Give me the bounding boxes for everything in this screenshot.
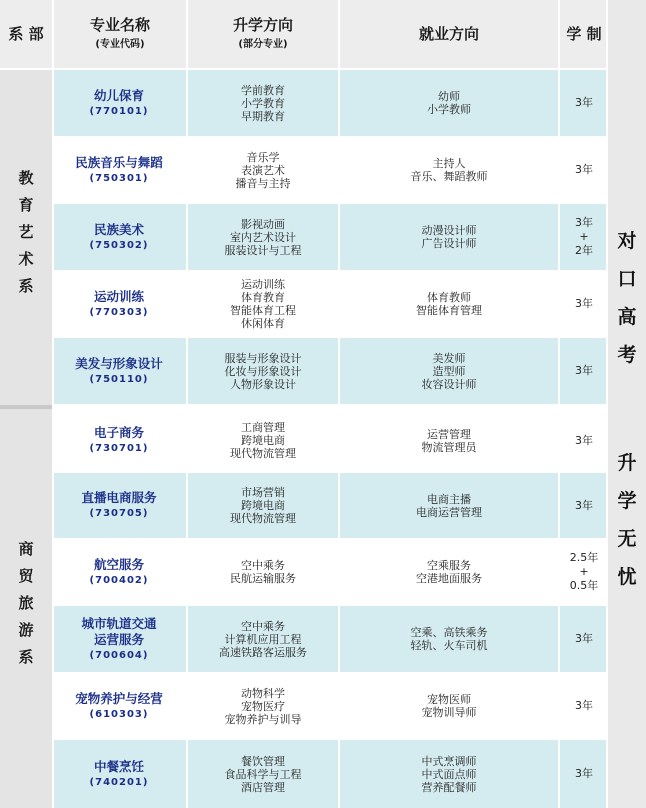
banner-char: 高: [617, 306, 637, 328]
major-cell: [52, 740, 186, 808]
major-cell: [52, 539, 186, 605]
dept-education-arts: [0, 70, 52, 405]
job-item: 空港地面服务: [416, 572, 482, 585]
further-item: 室内艺术设计: [230, 230, 296, 244]
major-name: 城市轨道交通: [81, 615, 157, 631]
further-item: 现代物流管理: [230, 512, 296, 525]
duration-text: 3年: [575, 767, 593, 780]
header-further-sub: (部分专业): [238, 39, 288, 50]
further-study-cell: [188, 473, 338, 538]
major-name: 运动训练: [93, 288, 144, 304]
job-item: 物流管理员: [421, 440, 477, 454]
further-item: 智能体育工程: [230, 304, 296, 317]
job-item: 轻轨、火车司机: [410, 639, 488, 652]
major-name: 宠物养护与经营: [75, 690, 163, 706]
major-code: (700604): [89, 649, 149, 661]
further-item: 宠物养护与训导: [224, 712, 302, 726]
major-name: 直播电商服务: [81, 490, 157, 505]
further-item: 服装设计与工程: [224, 243, 302, 257]
dept-name: 商贸旅游系: [16, 541, 35, 676]
major-code: (700402): [89, 574, 149, 586]
further-item: 空中乘务: [241, 619, 285, 633]
table-row: [52, 204, 608, 270]
table-header: [0, 0, 646, 68]
further-item: 动物科学: [241, 686, 285, 700]
major-code: (610303): [89, 708, 149, 720]
job-item: 电商主播: [427, 492, 471, 506]
duration-text: 2年: [575, 244, 593, 257]
job-item: 美发师: [432, 351, 466, 365]
duration-cell: [560, 606, 608, 672]
major-code: (740201): [89, 776, 149, 788]
employment-cell: [340, 271, 558, 337]
major-name: 运营服务: [93, 631, 144, 647]
major-cell: [52, 338, 186, 404]
further-item: 小学教育: [241, 96, 285, 110]
major-name: 中餐烹饪: [93, 758, 144, 774]
further-item: 音乐学: [246, 150, 280, 164]
further-item: 酒店管理: [241, 780, 285, 794]
further-item: 跨境电商: [241, 434, 285, 447]
header-employment: [340, 0, 558, 68]
header-further-label: 升学方向: [232, 16, 293, 34]
employment-cell: [340, 673, 558, 739]
further-item: 人物形象设计: [230, 377, 296, 391]
duration-cell: [560, 271, 608, 337]
employment-cell: [340, 338, 558, 404]
further-item: 食品科学与工程: [224, 767, 302, 781]
further-study-cell: [188, 70, 338, 136]
banner-char: 学: [617, 490, 637, 512]
further-item: 市场营销: [241, 486, 285, 499]
duration-text: 3年: [575, 216, 593, 229]
job-item: 空乘服务: [427, 559, 471, 572]
duration-text: 3年: [575, 433, 593, 447]
further-item: 跨境电商: [241, 499, 285, 512]
job-item: 广告设计师: [421, 237, 477, 250]
job-item: 造型师: [432, 364, 466, 378]
header-employment-label: 就业方向: [418, 24, 479, 43]
further-study-cell: [188, 409, 338, 472]
employment-cell: [340, 740, 558, 808]
header-major-sub: (专业代码): [95, 39, 145, 50]
job-item: 空乘、高铁乘务: [410, 626, 488, 639]
grid-line: [186, 0, 188, 808]
major-cell: [52, 673, 186, 739]
header-major: [54, 0, 186, 68]
further-study-cell: [188, 338, 338, 404]
further-item: 民航运输服务: [230, 572, 296, 585]
major-name: 民族音乐与舞蹈: [75, 154, 163, 170]
employment-cell: [340, 606, 558, 672]
major-cell: [52, 473, 186, 538]
table-row: [52, 271, 608, 337]
further-study-cell: [188, 539, 338, 605]
duration-text: +: [579, 565, 589, 578]
further-study-cell: [188, 271, 338, 337]
major-name: 幼儿保育: [93, 87, 144, 103]
employment-cell: [340, 539, 558, 605]
further-study-cell: [188, 740, 338, 808]
duration-text: 3年: [575, 297, 593, 310]
duration-text: 3年: [575, 498, 593, 512]
further-item: 早期教育: [241, 109, 285, 123]
major-code: (730705): [89, 508, 149, 519]
further-study-cell: [188, 606, 338, 672]
banner-char: 考: [617, 344, 637, 366]
job-item: 电商运营管理: [416, 505, 482, 519]
banner-char: 对: [617, 230, 637, 252]
table-row: [52, 338, 608, 404]
duration-text: 3年: [575, 699, 593, 712]
duration-text: 0.5年: [569, 579, 599, 592]
major-name: 电子商务: [93, 425, 144, 440]
grid-line: [338, 0, 340, 808]
further-study-cell: [188, 137, 338, 203]
employment-cell: [340, 70, 558, 136]
job-item: 主持人: [432, 157, 466, 170]
job-item: 幼师: [438, 90, 460, 103]
job-item: 宠物医师: [427, 693, 471, 706]
major-name: 航空服务: [93, 556, 144, 572]
table-row: [52, 70, 608, 136]
duration-text: +: [579, 230, 589, 243]
further-item: 空中乘务: [241, 559, 285, 572]
grid-line: [52, 0, 54, 808]
header-duration: [560, 0, 608, 68]
duration-cell: [560, 338, 608, 404]
table-row: [52, 137, 608, 203]
side-banner: [608, 0, 646, 808]
employment-cell: [340, 137, 558, 203]
job-item: 音乐、舞蹈教师: [410, 170, 488, 183]
duration-text: 3年: [575, 96, 593, 109]
major-name: 民族美术: [93, 221, 144, 237]
job-item: 智能体育管理: [416, 304, 482, 317]
major-cell: [52, 271, 186, 337]
major-cell: [52, 606, 186, 672]
major-code: (750301): [89, 172, 149, 184]
table-row: [52, 409, 608, 472]
major-code: (730701): [89, 443, 149, 454]
table-row: [52, 673, 608, 739]
table-row: [52, 473, 608, 538]
job-item: 小学教师: [427, 103, 471, 116]
duration-cell: [560, 204, 608, 270]
grid-line: [558, 0, 560, 808]
job-item: 营养配餐师: [421, 780, 477, 794]
header-major-label: 专业名称: [89, 16, 150, 34]
major-cell: [52, 204, 186, 270]
employment-cell: [340, 204, 558, 270]
duration-cell: [560, 673, 608, 739]
duration-text: 3年: [575, 364, 593, 377]
further-item: 运动训练: [241, 278, 285, 291]
duration-text: 2.5年: [569, 551, 599, 564]
further-item: 表演艺术: [241, 163, 285, 177]
header-dept-label: 系 部: [8, 24, 44, 43]
further-item: 化妆与形象设计: [224, 364, 302, 378]
major-code: (770101): [89, 105, 149, 117]
job-item: 体育教师: [427, 291, 471, 304]
job-item: 妆容设计师: [421, 377, 477, 391]
banner-char: 忧: [617, 566, 637, 588]
major-code: (750110): [89, 373, 149, 385]
major-cell: [52, 137, 186, 203]
banner-char: 口: [617, 268, 637, 290]
further-item: 计算机应用工程: [224, 632, 302, 646]
dept-name: 教育艺术系: [16, 170, 35, 305]
duration-cell: [560, 473, 608, 538]
duration-text: 3年: [575, 163, 593, 176]
further-item: 餐饮管理: [241, 754, 285, 768]
major-name: 美发与形象设计: [75, 355, 163, 371]
table-row: [52, 606, 608, 672]
further-item: 宠物医疗: [241, 699, 285, 713]
header-further: [188, 0, 338, 68]
further-item: 学前教育: [241, 83, 285, 97]
major-cell: [52, 70, 186, 136]
further-item: 体育教育: [241, 291, 285, 304]
table-row: [52, 740, 608, 808]
further-study-cell: [188, 204, 338, 270]
job-item: 宠物训导师: [421, 706, 477, 719]
major-code: (750302): [89, 239, 149, 251]
banner-char: 无: [617, 528, 637, 550]
table-row: [52, 539, 608, 605]
further-item: 高速铁路客运服务: [219, 645, 307, 659]
banner-char: 升: [617, 452, 637, 474]
duration-cell: [560, 70, 608, 136]
major-cell: [52, 409, 186, 472]
further-item: 服装与形象设计: [224, 351, 302, 365]
job-item: 动漫设计师: [421, 224, 477, 237]
job-item: 运营管理: [427, 427, 471, 441]
further-study-cell: [188, 673, 338, 739]
further-item: 影视动画: [241, 217, 285, 231]
header-dept: [0, 0, 52, 68]
header-duration-label: 学 制: [566, 24, 602, 43]
major-code: (770303): [89, 306, 149, 318]
further-item: 休闲体育: [241, 317, 285, 330]
duration-cell: [560, 409, 608, 472]
duration-cell: [560, 539, 608, 605]
employment-cell: [340, 409, 558, 472]
duration-text: 3年: [575, 632, 593, 645]
employment-cell: [340, 473, 558, 538]
duration-cell: [560, 137, 608, 203]
further-item: 现代物流管理: [230, 447, 296, 460]
duration-cell: [560, 740, 608, 808]
job-item: 中式烹调师: [421, 754, 477, 768]
dept-business-tourism: [0, 409, 52, 808]
further-item: 工商管理: [241, 421, 285, 434]
further-item: 播音与主持: [235, 176, 291, 190]
job-item: 中式面点师: [421, 767, 477, 781]
